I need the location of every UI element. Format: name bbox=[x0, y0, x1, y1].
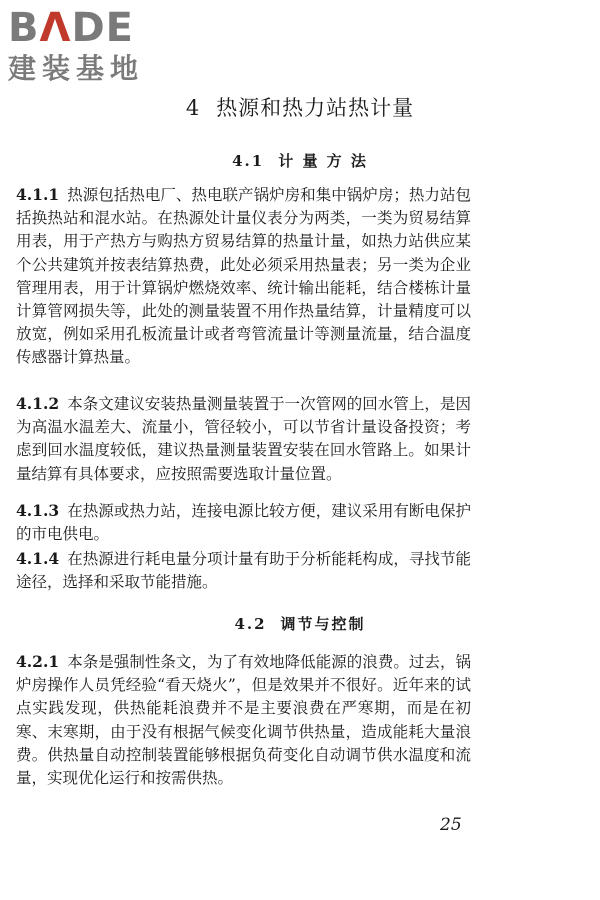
paragraph-number: 4.1.4 bbox=[16, 549, 60, 568]
paragraph-text: 在热源或热力站，连接电源比较方便，建议采用有断电保护的市电供电。 bbox=[16, 502, 471, 544]
section-title: 计 量 方 法 bbox=[278, 152, 368, 170]
logo bbox=[8, 6, 188, 86]
paragraph-number: 4.1.1 bbox=[16, 185, 60, 204]
paragraph-number: 4.2.1 bbox=[16, 652, 60, 671]
paragraph bbox=[16, 392, 471, 486]
section-title: 调节与控制 bbox=[280, 615, 366, 633]
paragraph-text: 在热源进行耗电量分项计量有助于分析能耗构成，寻找节能途径，选择和采取节能措施。 bbox=[16, 550, 471, 592]
chapter-title: 热源和热力站热计量 bbox=[216, 96, 415, 120]
chapter-number: 4 bbox=[185, 96, 201, 120]
section-number: 4.1 bbox=[232, 152, 265, 170]
paragraph-text: 热源包括热电厂、热电联产锅炉房和集中锅炉房；热力站包括换热站和混水站。在热源处计量仪表分为两类，一类为贸易结算用表，用于产热方与购热方贸易结算的热量计量，如热力站供应某个公共建筑并按表结算热费，此处必须采用热量表；另一类为企业管理用表，用于计算锅炉燃烧效率、统计输出能耗，结合楼栋计量计算管网损失等，此处的测量装置不用作热量结算，计量精度可以放宽，例如采用孔板流量计或者弯管流量计等测量流量，结合温度传感器计算热量。 bbox=[16, 186, 471, 367]
paragraph-text: 本条文建议安装热量测量装置于一次管网的回水管上，是因为高温水温差大、流量小，管径较小，可以节省计量设备投资；考虑到回水温度较低，建议热量测量装置安装在回水管路上。如果计量结算有具体要求，应按照需要选取计量位置。 bbox=[16, 395, 471, 483]
logo-subtitle: 建装基地 bbox=[8, 52, 145, 85]
paragraph bbox=[16, 183, 471, 370]
paragraph bbox=[16, 650, 471, 790]
paragraph-number: 4.1.2 bbox=[16, 394, 60, 413]
logo-wordmark: BΛDE bbox=[8, 5, 134, 51]
section-number: 4.2 bbox=[234, 615, 267, 633]
paragraph-number: 4.1.3 bbox=[16, 501, 60, 520]
paragraph bbox=[16, 499, 471, 546]
page-number: 25 bbox=[440, 815, 462, 835]
paragraph bbox=[16, 547, 471, 594]
paragraph-text: 本条是强制性条文，为了有效地降低能源的浪费。过去，锅炉房操作人员凭经验“看天烧火”，但是效果并不很好。近年来的试点实践发现，供热能耗浪费并不是主要浪费在严寒期，而是在初寒、末寒期，由于没有根据气候变化调节供热量，造成能耗大量浪费。供热量自动控制装置能够根据负荷变化自动调节供水温度和流量，实现优化运行和按需供热。 bbox=[16, 653, 471, 788]
section-heading bbox=[0, 613, 600, 634]
section-heading bbox=[0, 150, 600, 171]
chapter-heading bbox=[0, 92, 600, 122]
logo-accent: Λ bbox=[39, 5, 72, 51]
